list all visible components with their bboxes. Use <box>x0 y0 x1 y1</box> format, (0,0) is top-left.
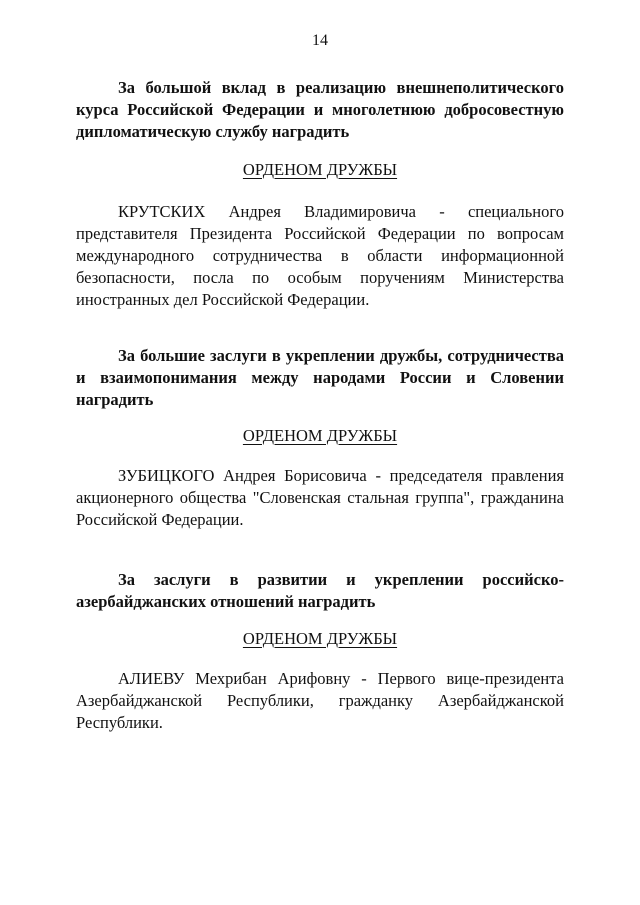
order-title-text: ОРДЕНОМ ДРУЖБЫ <box>242 160 398 179</box>
award-reason-text: За заслуги в развитии и укреплении российско-азербайджанских отношений наградить <box>76 570 564 611</box>
award-reason-text: За большой вклад в реализацию внешнеполитического курса Российской Федерации и многолетнюю добросовестную дипломатическую службу наградить <box>76 78 564 141</box>
award-reason-1 <box>76 77 564 143</box>
order-title-2 <box>0 425 640 447</box>
order-title-text: ОРДЕНОМ ДРУЖБЫ <box>242 629 398 648</box>
award-recipient-1 <box>76 201 564 311</box>
order-title-3 <box>0 628 640 650</box>
award-recipient-text: КРУТСКИХ Андрея Владимировича - специального представителя Президента Российской Федерации по вопросам международного сотрудничества в области информационной безопасности, посла по особым поручениям Министерства иностранных дел Российской Федерации. <box>76 202 564 309</box>
order-title-text: ОРДЕНОМ ДРУЖБЫ <box>242 426 398 445</box>
order-title-1 <box>0 159 640 181</box>
award-reason-2 <box>76 345 564 411</box>
award-reason-3 <box>76 569 564 613</box>
award-recipient-text: АЛИЕВУ Мехрибан Арифовну - Первого вице-президента Азербайджанской Республики, гражданку Азербайджанской Республики. <box>76 669 564 732</box>
award-recipient-text: ЗУБИЦКОГО Андрея Борисовича - председателя правления акционерного общества "Словенская стальная группа", гражданина Российской Федерации. <box>76 466 564 529</box>
award-recipient-2 <box>76 465 564 531</box>
page-number: 14 <box>312 32 328 49</box>
award-reason-text: За большие заслуги в укреплении дружбы, сотрудничества и взаимопонимания между народами России и Словении наградить <box>76 346 564 409</box>
award-recipient-3 <box>76 668 564 734</box>
